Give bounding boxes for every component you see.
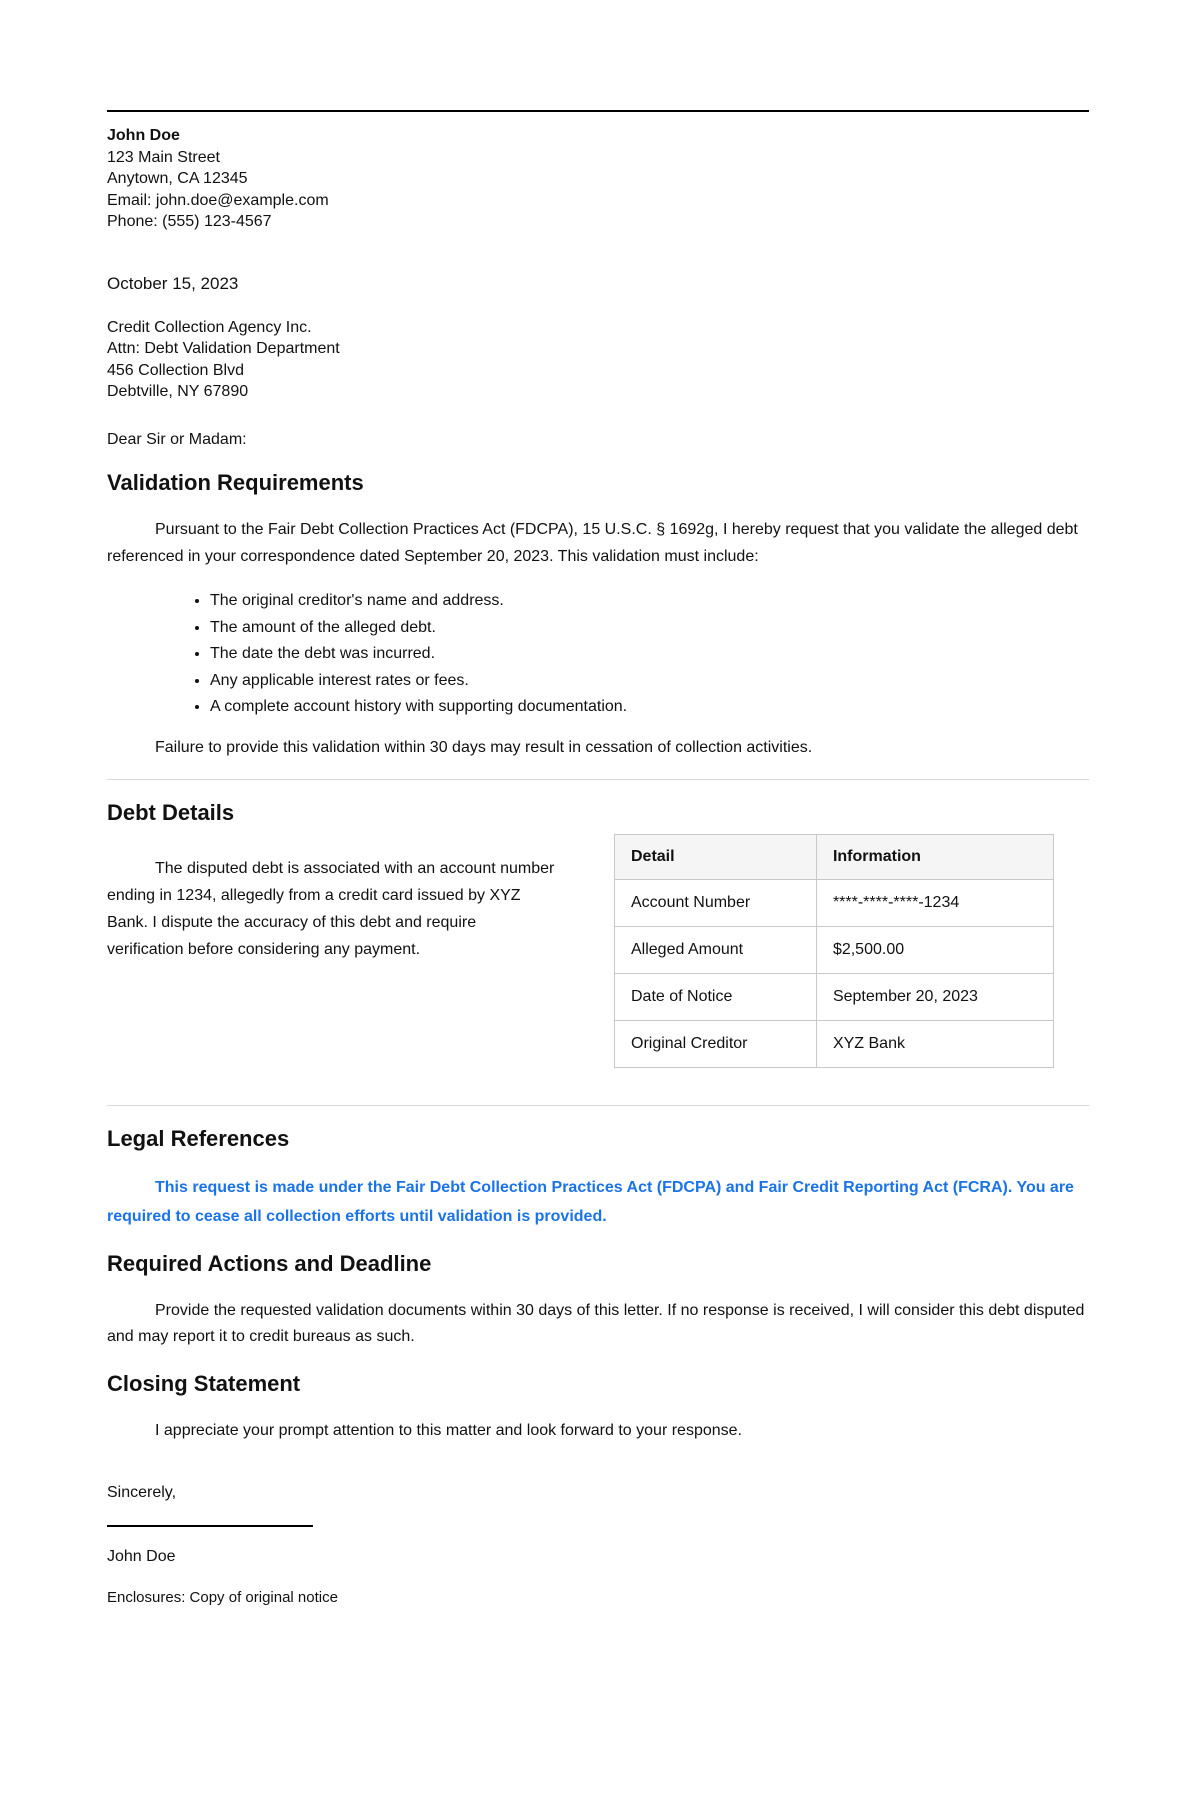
section-heading-closing: Closing Statement bbox=[107, 1370, 301, 1396]
section-divider bbox=[107, 1105, 1089, 1106]
list-item: • The amount of the alleged debt. bbox=[210, 618, 1089, 638]
table-header-detail: Detail bbox=[615, 834, 817, 879]
table-cell-value: XYZ Bank bbox=[816, 1020, 1053, 1067]
table-cell-label: Account Number bbox=[615, 879, 817, 926]
validation-closing-paragraph: Failure to provide this validation within 30 days may result in cessation of collection activities. bbox=[155, 739, 813, 756]
letter-page bbox=[107, 110, 1089, 1607]
table-cell-value: $2,500.00 bbox=[816, 926, 1053, 973]
validation-list bbox=[107, 591, 1089, 717]
section-heading-legal: Legal References bbox=[107, 1125, 290, 1151]
table-row bbox=[615, 973, 1054, 1020]
section-divider bbox=[107, 779, 1089, 780]
legal-paragraph: This request is made under the Fair Debt Collection Practices Act (FDCPA) and Fair Credit Reporting Act (FCRA). You are required to cease all collection efforts until validation is provided. bbox=[107, 1178, 1074, 1225]
table-cell-value: ****-****-****-1234 bbox=[816, 879, 1053, 926]
debt-paragraph: The disputed debt is associated with an account number ending in 1234, allegedly from a credit card issued by XYZ Bank. I dispute the accuracy of this debt and require verification before considering any payment. bbox=[107, 859, 555, 958]
sender-email: Email: john.doe@example.com bbox=[107, 191, 329, 209]
debt-details-row bbox=[107, 834, 1089, 1068]
debt-table bbox=[614, 834, 1054, 1068]
salutation: Dear Sir or Madam: bbox=[107, 430, 247, 448]
signature-line bbox=[107, 1525, 313, 1527]
recipient-company: Credit Collection Agency Inc. bbox=[107, 318, 312, 336]
list-item: • The original creditor's name and address. bbox=[210, 591, 1089, 611]
section-heading-validation: Validation Requirements bbox=[107, 470, 364, 495]
enclosures-note: Enclosures: Copy of original notice bbox=[107, 1589, 338, 1606]
validation-intro-paragraph: Pursuant to the Fair Debt Collection Practices Act (FDCPA), 15 U.S.C. § 1692g, I hereby request that you validate the alleged debt referenced in your correspondence dated September 20, 2023. This validation must include: bbox=[107, 521, 1078, 565]
table-row bbox=[615, 1020, 1054, 1067]
table-cell-label: Original Creditor bbox=[615, 1020, 817, 1067]
table-cell-label: Alleged Amount bbox=[615, 926, 817, 973]
signature-name: John Doe bbox=[107, 1547, 176, 1565]
header-rule bbox=[107, 110, 1089, 112]
table-header-row bbox=[615, 834, 1054, 879]
signoff-word: Sincerely, bbox=[107, 1484, 177, 1501]
section-heading-debt-details: Debt Details bbox=[107, 799, 235, 825]
recipient-attn: Attn: Debt Validation Department bbox=[107, 340, 340, 357]
closing-paragraph: I appreciate your prompt attention to this matter and look forward to your response. bbox=[155, 1421, 742, 1439]
table-cell-value: September 20, 2023 bbox=[816, 973, 1053, 1020]
recipient-street: 456 Collection Blvd bbox=[107, 361, 244, 379]
sender-street: 123 Main Street bbox=[107, 148, 220, 166]
list-item: • The date the debt was incurred. bbox=[210, 644, 1089, 664]
table-row bbox=[615, 926, 1054, 973]
list-item: • A complete account history with supporting documentation. bbox=[210, 697, 1089, 717]
recipient-block bbox=[107, 317, 1089, 403]
list-item: • Any applicable interest rates or fees. bbox=[210, 671, 1089, 691]
sender-phone: Phone: (555) 123-4567 bbox=[107, 213, 272, 230]
letter-date: October 15, 2023 bbox=[107, 273, 239, 293]
table-header-information: Information bbox=[816, 834, 1053, 879]
sender-block bbox=[107, 125, 1089, 233]
recipient-city: Debtville, NY 67890 bbox=[107, 383, 249, 400]
table-cell-label: Date of Notice bbox=[615, 973, 817, 1020]
table-row bbox=[615, 879, 1054, 926]
actions-paragraph: Provide the requested validation documents within 30 days of this letter. If no response is received, I will consider this debt disputed and may report it to credit bureaus as such. bbox=[107, 1301, 1085, 1345]
section-heading-actions: Required Actions and Deadline bbox=[107, 1250, 432, 1276]
sender-city: Anytown, CA 12345 bbox=[107, 170, 248, 187]
sender-name: John Doe bbox=[107, 127, 180, 144]
